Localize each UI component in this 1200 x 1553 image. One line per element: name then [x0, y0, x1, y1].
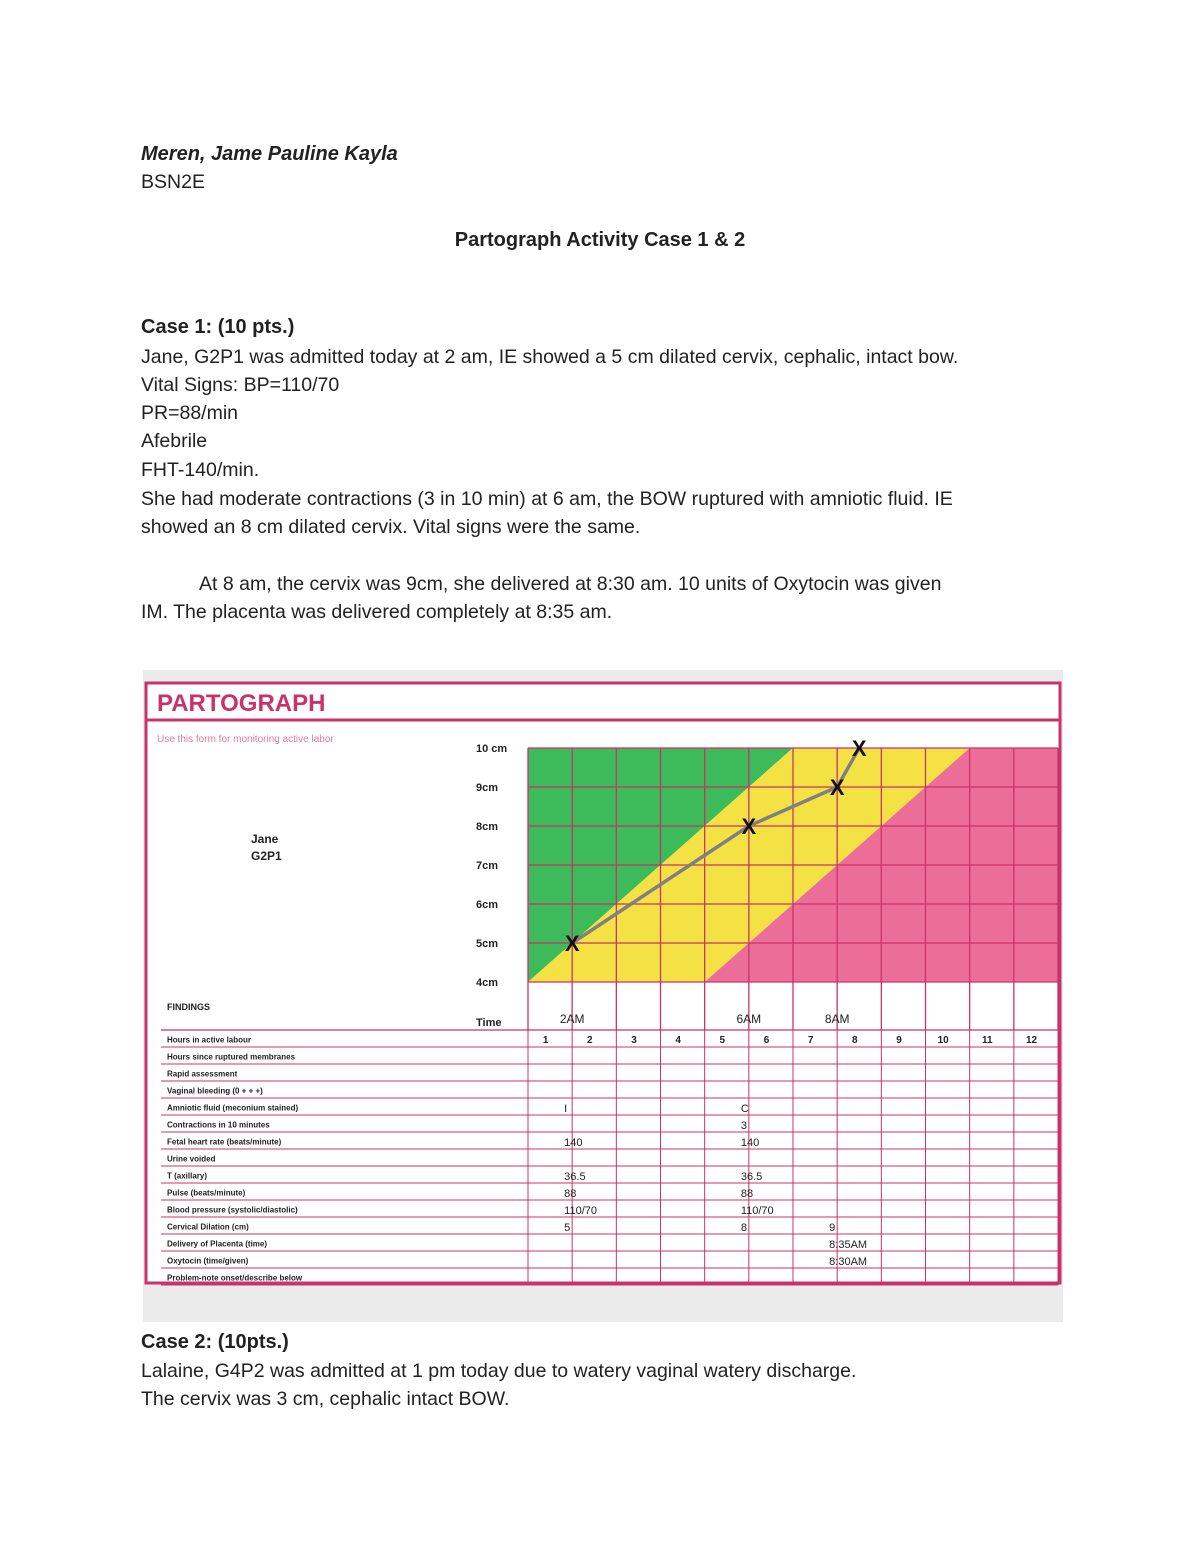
case1-paragraph2-line: IM. The placenta was delivered completely at 8:35 am.	[141, 601, 613, 623]
finding-row-label: Cervical Dilation (cm)	[167, 1222, 249, 1232]
case1-paragraph2-line: At 8 am, the cervix was 9cm, she delivered at 8:30 am. 10 units of Oxytocin was given	[199, 573, 942, 595]
finding-row-label: Problem-note onset/describe below	[167, 1273, 303, 1283]
finding-row-label: Contractions in 10 minutes	[167, 1120, 270, 1130]
hour-number: 5	[719, 1035, 726, 1046]
case1-line: Jane, G2P1 was admitted today at 2 am, IE showed a 5 cm dilated cervix, cephalic, intact bow.	[141, 346, 959, 368]
finding-entry: 36.5	[564, 1171, 586, 1183]
finding-entry: 3	[740, 1120, 747, 1132]
section-label: BSN2E	[141, 171, 205, 193]
hour-number: 1	[542, 1035, 549, 1046]
case2-heading: Case 2: (10pts.)	[141, 1331, 289, 1353]
finding-row-label: Blood pressure (systolic/diastolic)	[167, 1205, 298, 1215]
finding-entry: C	[740, 1103, 749, 1115]
dilation-label: 7cm	[476, 860, 499, 872]
finding-row-label: T (axillary)	[167, 1171, 208, 1181]
finding-row-label: Vaginal bleeding (0 + + +)	[167, 1086, 263, 1096]
dilation-label: 4cm	[476, 977, 499, 989]
hour-number: 2	[587, 1035, 593, 1046]
case1-line: Afebrile	[141, 430, 208, 452]
finding-entry: 9	[829, 1222, 836, 1234]
page-title: Partograph Activity Case 1 & 2	[454, 229, 746, 251]
findings-label: FINDINGS	[167, 1002, 211, 1012]
case2-line: Lalaine, G4P2 was admitted at 1 pm today due to watery vaginal watery discharge.	[141, 1360, 857, 1382]
dilation-label: 10 cm	[476, 743, 508, 755]
partograph-subtitle: Use this form for monitoring active labor	[157, 734, 334, 745]
case1-heading: Case 1: (10 pts.)	[141, 316, 295, 338]
hour-number: 4	[675, 1035, 681, 1046]
finding-row-label: Delivery of Placenta (time)	[167, 1239, 268, 1249]
finding-row-label: Urine voided	[167, 1154, 216, 1164]
dilation-label: 9cm	[476, 782, 499, 794]
time-mark-label: 2AM	[559, 1012, 585, 1026]
patient-name: Jane	[251, 832, 279, 846]
author-name: Meren, Jame Pauline Kayla	[141, 143, 398, 165]
case1-line: showed an 8 cm dilated cervix. Vital signs were the same.	[141, 516, 641, 538]
finding-row-label: Fetal heart rate (beats/minute)	[167, 1137, 282, 1147]
finding-row-label: Rapid assessment	[167, 1069, 238, 1079]
case1-line: PR=88/min	[141, 402, 239, 424]
dilation-label: 8cm	[476, 821, 499, 833]
cervical-dilation-marker: X	[741, 814, 757, 839]
finding-row-label: Pulse (beats/minute)	[167, 1188, 246, 1198]
case1-line: Vital Signs: BP=110/70	[141, 374, 340, 396]
finding-row-label: Oxytocin (time/given)	[167, 1256, 249, 1266]
hour-number: 8	[852, 1035, 858, 1046]
case1-line: She had moderate contractions (3 in 10 min) at 6 am, the BOW ruptured with amniotic fluid. IE	[141, 488, 953, 510]
case2-line: The cervix was 3 cm, cephalic intact BOW.	[141, 1388, 510, 1410]
finding-entry: 110/70	[564, 1205, 597, 1217]
hour-number: 12	[1025, 1035, 1038, 1046]
finding-entry: 8:35AM	[829, 1239, 868, 1251]
hour-number: 11	[982, 1035, 993, 1046]
hour-number: 9	[896, 1035, 902, 1046]
finding-entry: 8	[740, 1222, 747, 1234]
finding-entry: 140	[564, 1137, 583, 1149]
hour-number: 10	[937, 1035, 949, 1046]
finding-entry: 88	[740, 1188, 754, 1200]
finding-row-label: Amniotic fluid (meconium stained)	[167, 1103, 299, 1113]
dilation-label: 5cm	[476, 938, 499, 950]
finding-entry: 110/70	[740, 1205, 774, 1217]
finding-entry: 140	[740, 1137, 760, 1149]
patient-gravida-para: G2P1	[251, 849, 282, 863]
finding-row-label: Hours in active labour	[167, 1035, 252, 1045]
hour-number: 3	[631, 1035, 637, 1046]
finding-entry: 36.5	[740, 1171, 763, 1183]
cervical-dilation-marker: X	[829, 775, 845, 800]
finding-entry: I	[564, 1103, 568, 1115]
hour-number: 6	[763, 1035, 770, 1046]
partograph-title: PARTOGRAPH	[157, 690, 326, 717]
hour-number: 7	[807, 1035, 814, 1046]
finding-row-label: Hours since ruptured membranes	[167, 1052, 296, 1062]
finding-entry: 5	[564, 1222, 571, 1234]
finding-entry: 88	[564, 1188, 577, 1200]
case1-line: FHT-140/min.	[141, 459, 260, 481]
time-mark-label: 8AM	[824, 1012, 850, 1026]
cervical-dilation-marker: X	[564, 931, 580, 956]
partograph-figure	[143, 670, 1063, 1322]
finding-entry: 8:30AM	[829, 1256, 868, 1268]
cervical-dilation-marker: X	[851, 736, 867, 761]
dilation-label: 6cm	[476, 899, 499, 911]
time-mark-label: 6AM	[736, 1012, 762, 1026]
time-label: Time	[476, 1017, 502, 1029]
